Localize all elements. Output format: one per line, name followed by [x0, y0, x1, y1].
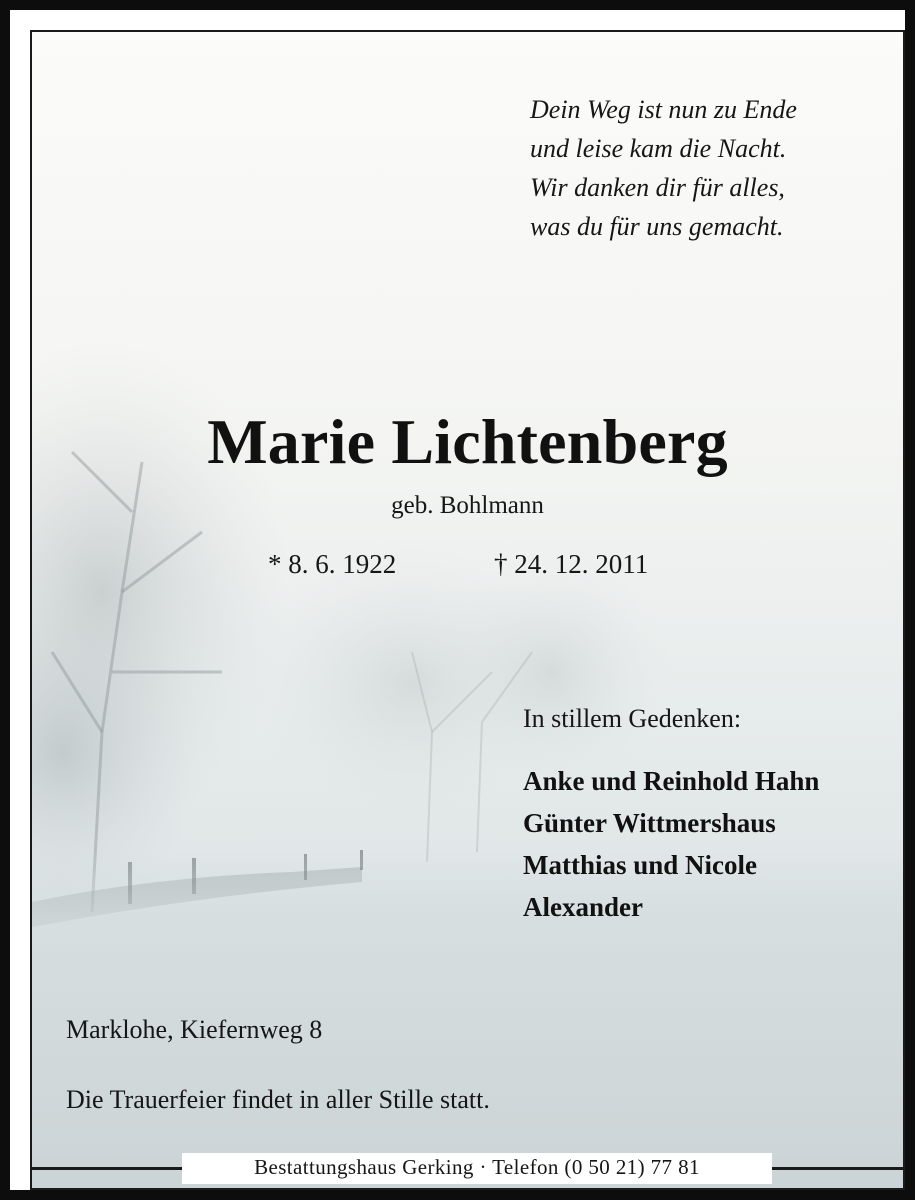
- notice-panel: [30, 30, 905, 1190]
- poem-line: Dein Weg ist nun zu Ende: [530, 95, 797, 124]
- mourner-name: Matthias und Nicole: [523, 850, 758, 880]
- address: Marklohe, Kiefernweg 8: [66, 1015, 323, 1044]
- birth-date: * 8. 6. 1922: [268, 549, 397, 579]
- death-date: † 24. 12. 2011: [494, 549, 649, 579]
- mourner-name: Alexander: [523, 892, 643, 922]
- poem-line: und leise kam die Nacht.: [530, 134, 787, 163]
- poem-verse: [530, 90, 797, 246]
- poem-line: Wir danken dir für alles,: [530, 173, 785, 202]
- mourners-heading: In stillem Gedenken:: [523, 704, 742, 733]
- ceremony-note: Die Trauerfeier findet in aller Stille statt.: [66, 1085, 490, 1114]
- mourner-name: Günter Wittmershaus: [523, 808, 776, 838]
- mourners-list: [523, 760, 819, 928]
- maiden-name: geb. Bohlmann: [391, 492, 544, 519]
- funeral-home-footer: Bestattungshaus Gerking · Telefon (0 50 21) 77 81: [182, 1153, 772, 1184]
- mourner-name: Anke und Reinhold Hahn: [523, 766, 820, 796]
- notice-paper: [10, 10, 905, 1190]
- deceased-name: Marie Lichtenberg: [207, 406, 728, 477]
- poem-line: was du für uns gemacht.: [530, 212, 784, 241]
